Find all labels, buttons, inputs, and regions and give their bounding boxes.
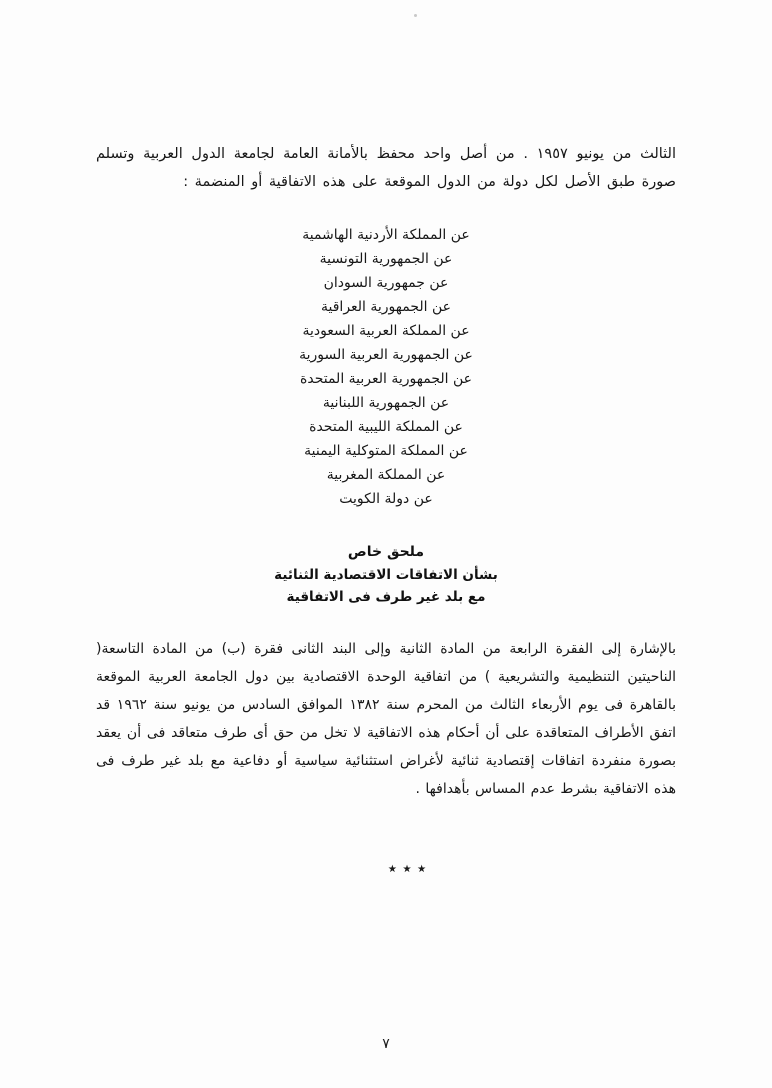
page-content (96, 140, 676, 879)
page-number: ٧ (382, 1036, 390, 1052)
list-item: عن المملكة المغربية (326, 467, 446, 484)
list-item: عن جمهورية السودان (323, 274, 449, 291)
paper-speck (414, 14, 417, 17)
list-item: عن الجمهورية العربية المتحدة (300, 371, 472, 387)
list-item: عن المملكة الأردنية الهاشمية (302, 226, 470, 243)
intro-paragraph (96, 140, 676, 197)
annex-heading (96, 541, 676, 608)
list-item: عن الجمهورية التونسية (319, 250, 453, 267)
list-item: عن الجمهورية اللبنانية (322, 395, 450, 412)
annex-subtitle-1: بشأن الاتفاقات الاقتصادية الثنائية (274, 567, 498, 584)
list-item: عن المملكة المتوكلية اليمنية (304, 443, 468, 460)
list-item: عن الجمهورية العراقية (321, 298, 451, 315)
signatory-list (96, 223, 676, 512)
list-item: عن المملكة الليبية المتحدة (309, 419, 463, 436)
asterisk-separator: ٭ ٭ ٭ (387, 858, 427, 879)
annex-body (96, 635, 676, 803)
list-item: عن الجمهورية العربية السورية (299, 346, 473, 363)
annex-title: ملحق خاص (347, 544, 425, 561)
annex-subtitle-2: مع بلد غير طرف فى الاتفاقية (286, 589, 486, 605)
list-item: عن دولة الكويت (339, 491, 433, 508)
annex-body-text: بالإشارة إلى الفقرة الرابعة من المادة الثانية وإلى البند الثانى فقرة (ب) من المادة التاسعة( الناحيتين التنظيمية والتشريعية ) من اتفاقية الوحدة الاقتصادية بين دول الجامعة العربية الموقعة بالقاهرة فى يوم الأربعاء الثالث من المحرم سنة ١٣٨٢ الموافق السادس من يونيو سنة ١٩٦٢ قد اتفق الأطراف المتعاقدة على أن أحكام هذه الاتفاقية لا تخل من حق أى طرف متعاقد فى أن يعقد بصورة منفردة اتفاقات إقتصادية ثنائية لأغراض استثنائية سياسية أو دفاعية مع بلد غير طرف فى هذه الاتفاقية بشرط عدم المساس بأهدافها . (96, 640, 676, 797)
intro-text: الثالث من يونيو ١٩٥٧ . من أصل واحد محفظ بالأمانة العامة لجامعة الدول العربية وتسلم صورة طبق الأصل لكل دولة من الدول الموقعة على هذه الاتفاقية أو المنضمة : (96, 146, 676, 191)
list-item: عن المملكة العربية السعودية (302, 322, 470, 339)
